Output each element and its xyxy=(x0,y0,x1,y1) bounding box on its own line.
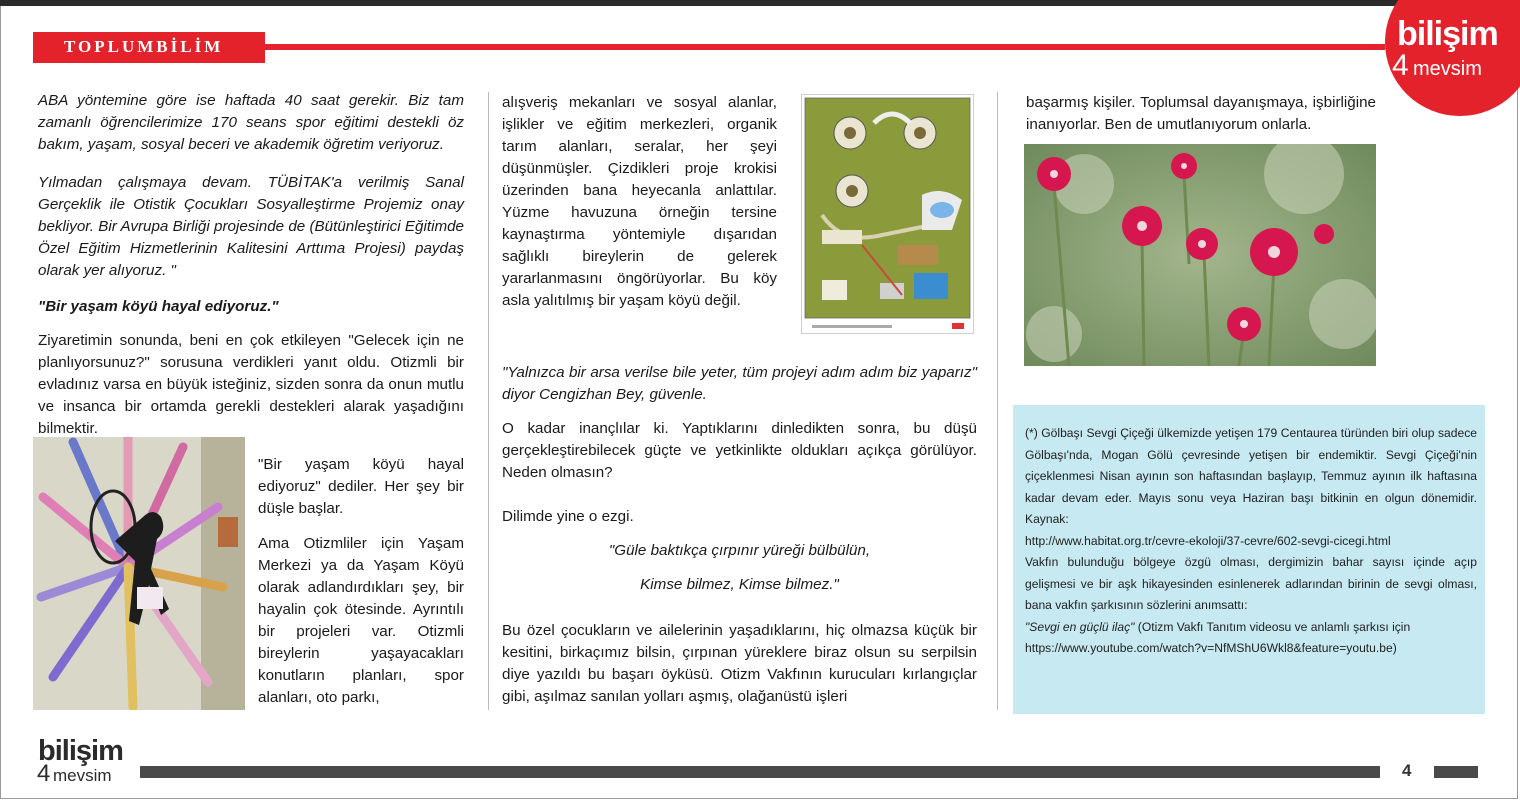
col2-verse1: "Güle baktıkça çırpınır yüreği bülbülün, xyxy=(608,542,871,559)
note-p1: (*) Gölbaşı Sevgi Çiçeği ülkemizde yetişen 179 Centaurea türünden biri olup sadece Gölbaşı'nda, Mogan Gölü çevresinde yetişen bir endemiktir. Sevgi Çiçeği'nin çiçeklenmesi Nisan ayının son haftasından başlayıp, Temmuz ayının ilk haftasına kadar devam eder. Mayıs sonu veya Haziran başı bitkinin en olgun dönemidir. Kaynak: xyxy=(1025,426,1477,526)
col1-p4: "Bir yaşam köyü hayal ediyoruz" dediler. Her şey bir düşle başlar. xyxy=(258,456,464,517)
section-rubric: TOPLUMBİLİM xyxy=(64,37,224,56)
wall-mural-photo xyxy=(33,437,245,710)
col2-p1: alışveriş mekanları ve sosyal alanlar, işlikler ve eğitim merkezleri, organik tarım alanları, seralar, her şeyi düşünmüşler. Çizdikleri proje krokisi üzerinden bana heyecanla anlattılar. Yüzme havuzuna örneğin tersine kaynaştırma yöntemiyle dışarıdan sağlıklı bireylerin de gelerek yararlanmasını öngörüyorlar. Bu köy asla yalıtılmış bir yaşam köyü değil. xyxy=(502,94,777,309)
footer-bar-end xyxy=(1434,766,1478,778)
col2-p3: Dilimde yine o ezgi. xyxy=(502,508,634,525)
note-p3-rest: (Otizm Vakfı Tanıtım videosu ve anlamlı şarkısı için xyxy=(1134,619,1411,634)
col1-p2: Yılmadan çalışmaya devam. TÜBİTAK'a verilmiş Sanal Gerçeklik ile Otistik Çocukları Sosyalleştirme Projemiz onay bekliyor. Bir Avrupa Birliği projesinde de (Bütünleştirici Eğitimde Özel Eğitim Hizmetlerinin Kalitesini Arttıma Projesi) paydaş olarak yer alıyoruz. " xyxy=(38,174,464,279)
col1-heading: "Bir yaşam köyü hayal ediyoruz." xyxy=(38,298,279,315)
col2-quote: "Yalnızca bir arsa verilse bile yeter, tüm projeyi adım adım biz yaparız" diyor Cengizhan Bey, güvenle. xyxy=(502,364,977,403)
col1-p5: Ama Otizmliler için Yaşam Merkezi ya da Yaşam Köyü olarak adlandırdıkları şey, bir hayalin çok ötesinde. Ayrıntılı bir projeleri var. Otizmli bireylerin yaşayacakları konutların planları, spor alanları, oto parkı, xyxy=(258,535,464,706)
column-divider-1 xyxy=(488,92,489,710)
page-number: 4 xyxy=(1402,761,1412,780)
mural-illustration xyxy=(33,437,245,710)
logo-brand: bilişim xyxy=(1397,15,1498,53)
col1-p3: Ziyaretimin sonunda, beni en çok etkileyen "Gelecek için ne planlıyorsunuz?" sorusuna verdikleri yanıt oldu. Otizmli bir evladınız varsa en büyük isteğiniz, sizden sonra da onun mutlu ve insanca bir ortamda gerekli destekleri alarak yaşadığını bilmektir. xyxy=(38,332,464,437)
footer-logo-brand: bilişim xyxy=(38,735,123,767)
footer-bar xyxy=(140,766,1380,778)
note-link-youtube[interactable]: https://www.youtube.com/watch?v=NfMShU6Wkl8&feature=youtu.be) xyxy=(1025,641,1397,655)
col3-p1: başarmış kişiler. Toplumsal dayanışmaya, işbirliğine inanıyorlar. Ben de umutlanıyorum onlarla. xyxy=(1026,94,1376,133)
footer-logo-suffix: mevsim xyxy=(53,766,112,785)
note-p2: Vakfın bulunduğu bölgeye özgü olması, dergimizin bahar sayısı içinde açıp gelişmesi ve bir aşk hikayesinden esinlenerek adlarından birinin de sevgi olması, bana vakfın şarkısının sözlerini anımsattı: xyxy=(1025,555,1477,612)
note-link-habitat[interactable]: http://www.habitat.org.tr/cevre-ekoloji/37-cevre/602-sevgi-cicegi.html xyxy=(1025,533,1391,548)
col2-p2: O kadar inançlılar ki. Yaptıklarını dinledikten sonra, bu düşü gerçekleştirebilecek güçte ve yetkinlikte oldukları açıkça görülüyor. Neden olmasın? xyxy=(502,420,977,481)
col2-p4: Bu özel çocukların ve ailelerinin yaşadıklarını, hiç olmazsa küçük bir kesitini, birkaçımız bilsin, çırpınan yüreklere biraz olsun su serpilsin diye yazıldı bu başarı öyküsü. Otizm Vakfının kurucuları kırlangıçlar gibi, aşılmaz sanılan yolları aşmış, olağanüstü işleri xyxy=(502,622,977,705)
flowers-photo xyxy=(1024,144,1376,366)
col2-verse2: Kimse bilmez, Kimse bilmez." xyxy=(640,576,839,593)
site-plan-sketch xyxy=(802,95,973,333)
footnote-box xyxy=(1013,405,1485,714)
footer-logo-number: 4 xyxy=(37,760,51,787)
col1-p3-top xyxy=(38,330,464,440)
note-song-title: "Sevgi en güçlü ilaç" xyxy=(1025,619,1135,634)
note-p3 xyxy=(1025,617,1477,639)
col1-p1: ABA yöntemine göre ise haftada 40 saat gerekir. Biz tam zamanlı öğrencilerimize 170 seans spor eğitimi destekli öz bakım, yaşam, sosyal beceri ve akademik öğretim veriyoruz. xyxy=(38,92,464,153)
pink-flowers-illustration xyxy=(1024,144,1376,366)
logo-suffix: mevsim xyxy=(1413,58,1482,80)
top-bar xyxy=(0,0,1520,6)
village-plan-image xyxy=(801,94,974,334)
column-divider-2 xyxy=(997,92,998,710)
logo-number: 4 xyxy=(1392,49,1409,82)
rubric-line xyxy=(265,44,1385,50)
